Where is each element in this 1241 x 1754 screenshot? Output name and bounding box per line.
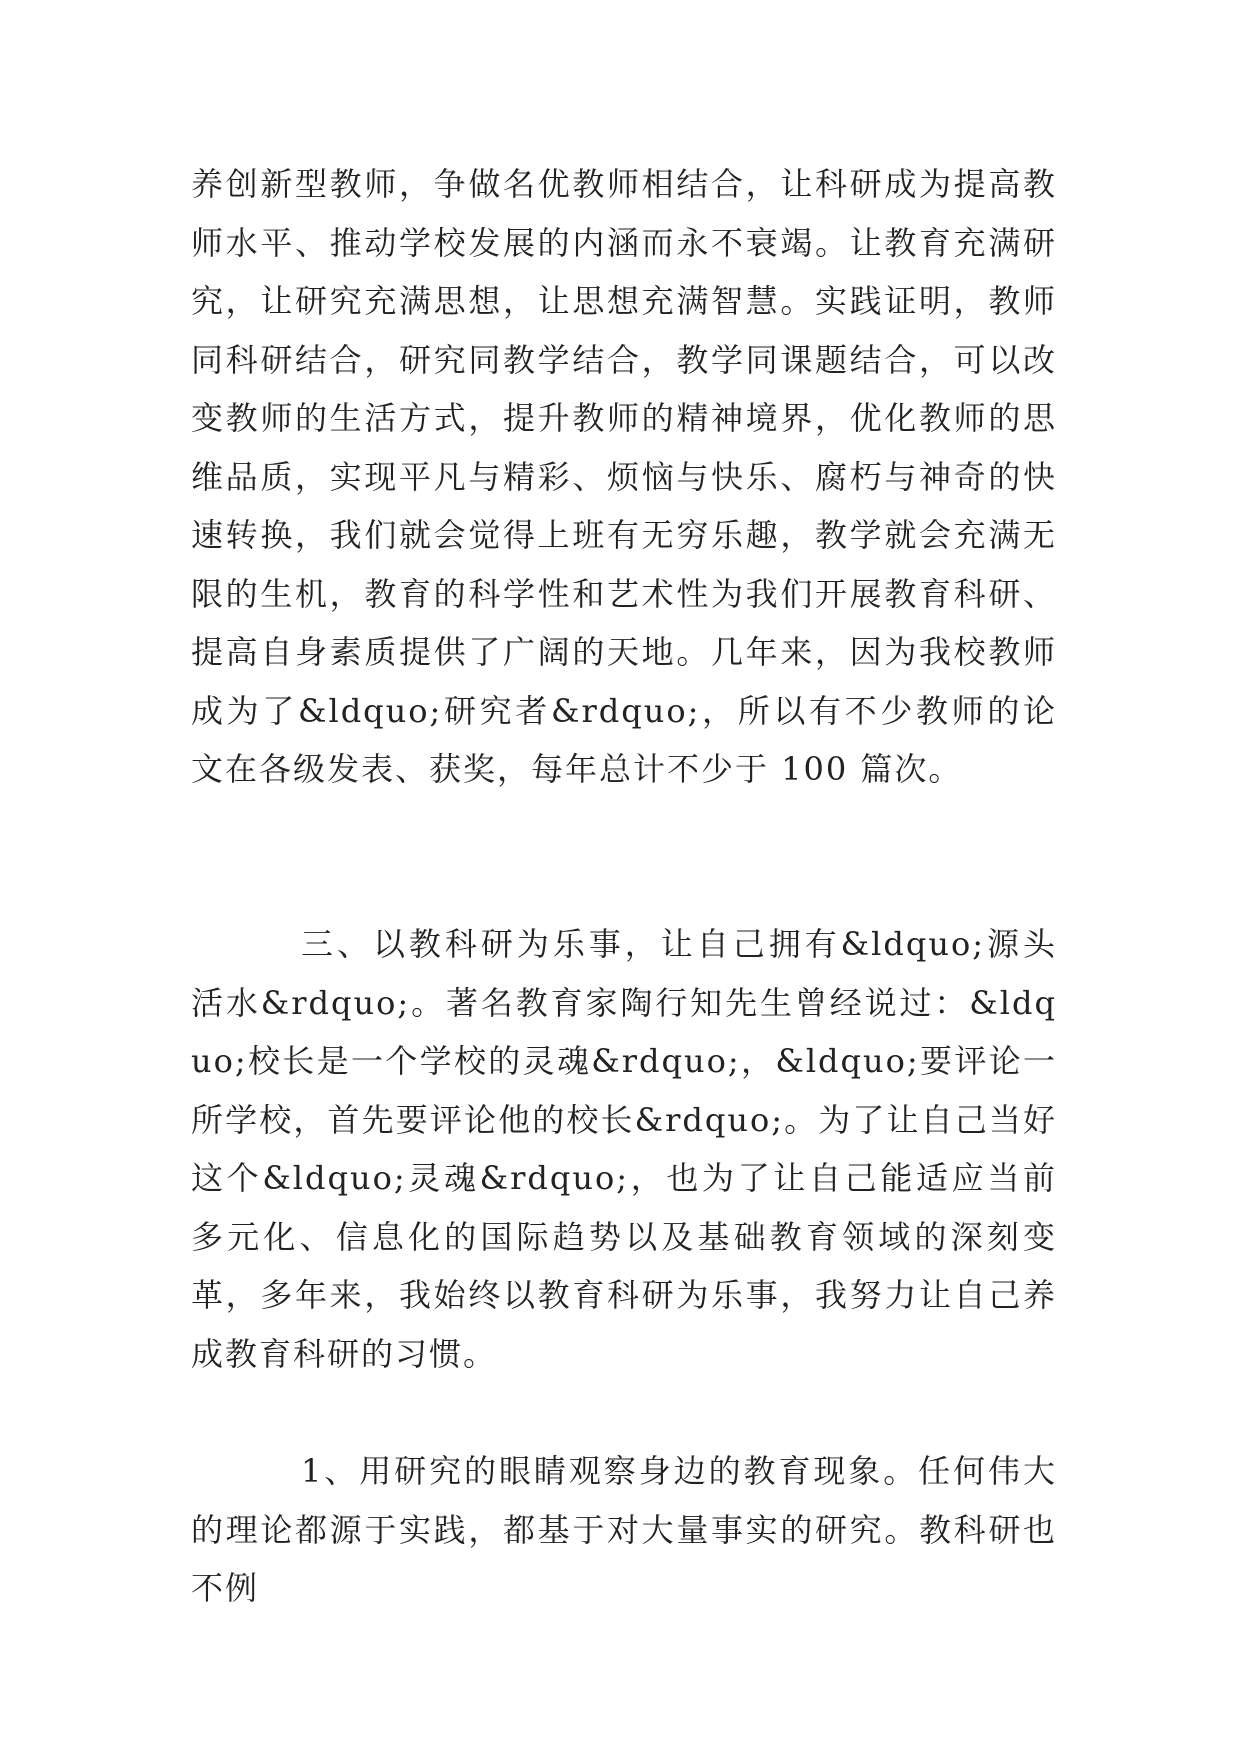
point-one-paragraph: 1、用研究的眼睛观察身边的教育现象。任何伟大的理论都源于实践，都基于对大量事实的研究。教科研也不例 [191, 1452, 1057, 1607]
body-paragraph-continuation: 养创新型教师，争做名优教师相结合，让科研成为提高教师水平、推动学校发展的内涵而永不衰竭。让教育充满研究，让研究充满思想，让思想充满智慧。实践证明，教师同科研结合，研究同教学结合，教学同课题结合，可以改变教师的生活方式，提升教师的精神境界，优化教师的思维品质，实现平凡与精彩、烦恼与快乐、腐朽与神奇的快速转换，我们就会觉得上班有无穷乐趣，教学就会充满无限的生机，教育的科学性和艺术性为我们开展教育科研、提高自身素质提供了广阔的天地。几年来，因为我校教师成为了&ldquo;研究者&rdquo;，所以有不少教师的论文在各级发表、获奖，每年总计不少于 100 篇次。 [191, 165, 1057, 788]
section-three-paragraph: 三、以教科研为乐事，让自己拥有&ldquo;源头活水&rdquo;。著名教育家陶行知先生曾经说过：&ldquo;校长是一个学校的灵魂&rdquo;，&ldquo;要评论一所学校，首先要评论他的校长&rdquo;。为了让自己当好这个&ldquo;灵魂&rdquo;，也为了让自己能适应当前多元化、信息化的国际趋势以及基础教育领域的深刻变革，多年来，我始终以教育科研为乐事，我努力让自己养成教育科研的习惯。 [191, 925, 1057, 1373]
